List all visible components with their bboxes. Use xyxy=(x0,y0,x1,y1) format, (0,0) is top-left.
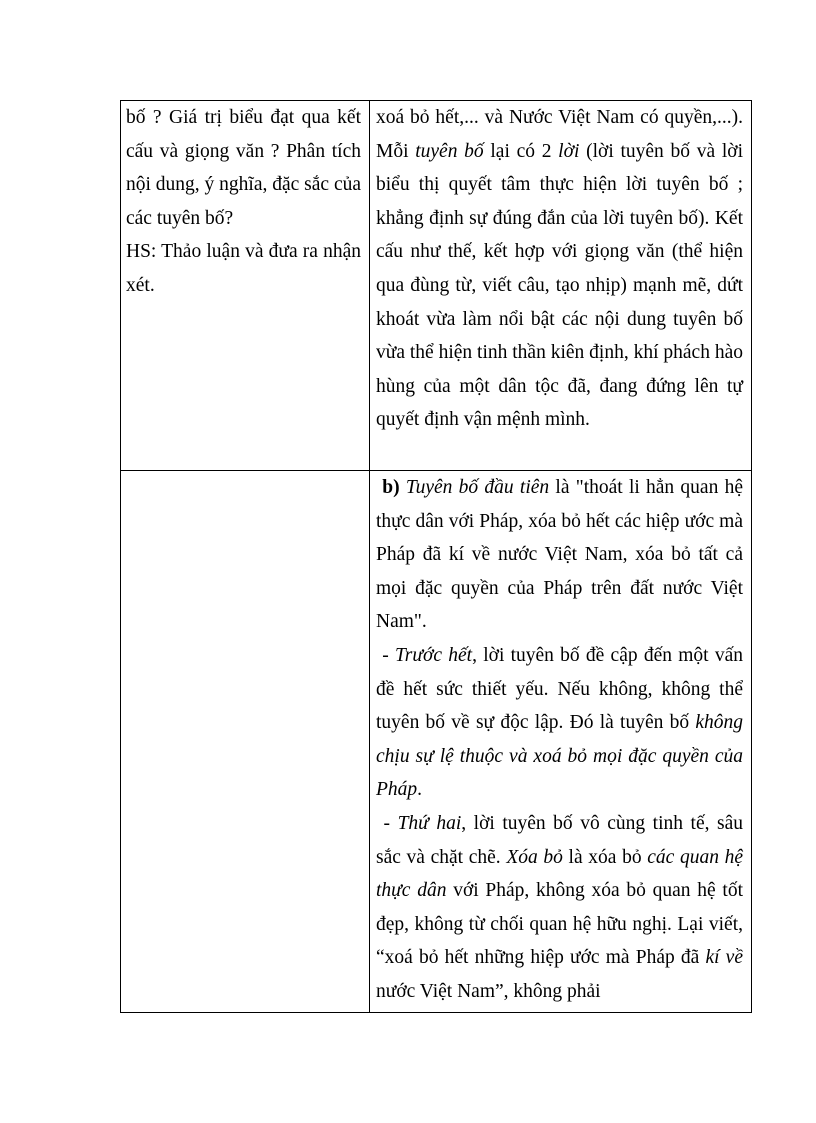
text-run: với Pháp, không xóa bỏ quan hệ tốt đẹp, không từ chối quan hệ hữu nghị. Lại viết, “xoá bỏ hết những hiệp ước mà Pháp đã xyxy=(376,880,743,969)
dash: - xyxy=(383,812,398,834)
left-cell-empty xyxy=(121,471,370,1013)
italic-term: kí về xyxy=(705,947,743,969)
text-run: lại có 2 xyxy=(483,140,559,162)
text-run: (lời tuyên bố và lời biểu thị quyết tâm thực hiện lời tuyên bố ; khẳng định sự đúng đắn của lời tuyên bố). Kết cấu như thế, kết hợp với giọng văn (thể hiện qua đùng từ, viết câu, tạo nhịp) mạnh mẽ, dứt khoát vừa làm nổi bật các nội dung tuyên bố vừa thể hiện tinh thần kiên định, khí phách hào hùng của một dân tộc đã, đang đứng lên tự quyết định vận mệnh mình. xyxy=(376,140,743,431)
teacher-question: bố ? Giá trị biểu đạt qua kết cấu và giọng văn ? Phân tích nội dung, ý nghĩa, đặc sắc của các tuyên bố? xyxy=(126,107,362,229)
emphasis-text: không chịu sự lệ thuộc và xoá bỏ mọi đặc quyền của Pháp xyxy=(376,712,743,801)
section-label: b) xyxy=(382,477,400,498)
left-cell xyxy=(121,101,370,471)
first-point-paragraph xyxy=(376,639,743,807)
point-label: Trước hết xyxy=(394,644,473,666)
text-run: là xóa bỏ xyxy=(562,846,648,868)
right-cell xyxy=(370,101,752,471)
text-run: là "thoát li hẳn quan hệ thực dân với Pháp, xóa bỏ hết các hiệp ước mà Pháp đã kí về nước Việt Nam, xóa bỏ tất cả mọi đặc quyền của Pháp trên đất nước Việt Nam". xyxy=(376,477,743,633)
italic-term: Xóa bỏ xyxy=(506,846,563,868)
text-run: . xyxy=(417,779,423,801)
text-run: nước Việt Nam”, không phải xyxy=(376,980,601,1002)
text-run: , lời tuyên bố đề cập đến một vấn đề hết sức thiết yếu. Nếu không, không thể tuyên bố về sự độc lập. Đó là tuyên bố xyxy=(376,644,743,734)
analysis-paragraph xyxy=(376,101,743,437)
point-label: Thứ hai xyxy=(397,812,462,834)
italic-term: tuyên bố xyxy=(415,140,484,162)
dash: - xyxy=(382,644,395,666)
text-run: , lời tuyên bố vô cùng tinh tế, sâu sắc và chặt chẽ. xyxy=(376,812,744,868)
right-cell xyxy=(370,471,752,1013)
italic-term: các quan hệ thực dân xyxy=(376,846,744,902)
section-title: Tuyên bố đầu tiên xyxy=(405,477,550,498)
second-point-paragraph xyxy=(376,807,743,1009)
italic-term: lời xyxy=(558,140,580,162)
content-table xyxy=(120,100,752,1013)
table-row xyxy=(121,471,752,1013)
student-activity: HS: Thảo luận và đưa ra nhận xét. xyxy=(126,241,361,296)
section-b-paragraph xyxy=(376,471,743,639)
table-row xyxy=(121,101,752,471)
text-run: xoá bỏ hết,... và Nước Việt Nam có quyền,...). Mỗi xyxy=(376,107,743,162)
